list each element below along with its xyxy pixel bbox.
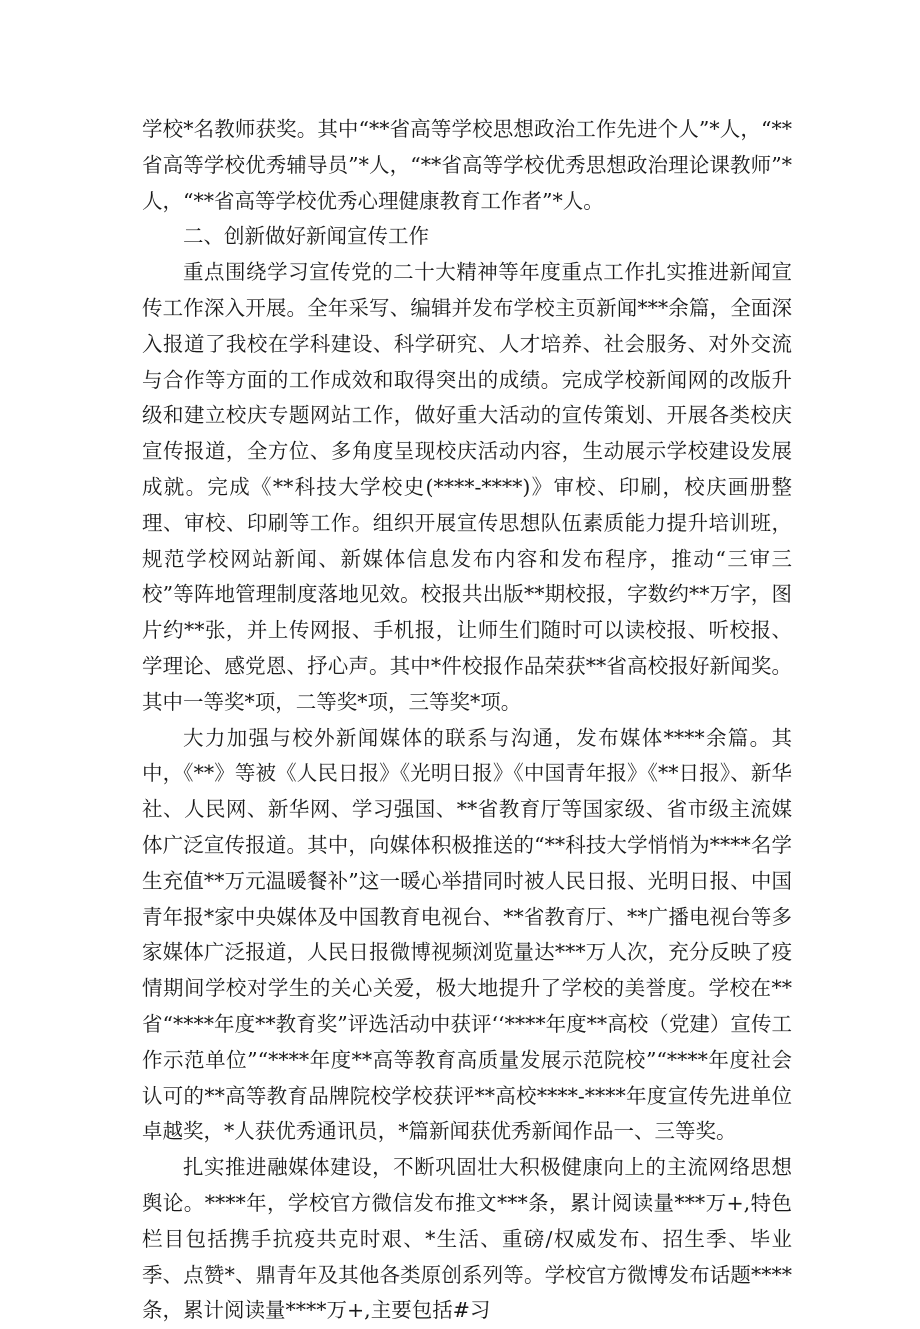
paragraph-news-work: 重点围绕学习宣传党的二十大精神等年度重点工作扎实推进新闻宣传工作深入开展。全年采写、编辑并发布学校主页新闻***余篇，全面深入报道了我校在学科建设、科学研究、人才培养、社会服务、对外交流与合作等方面的工作成效和取得突出的成绩。完成学校新闻网的改版升级和建立校庆专题网站工作，做好重大活动的宣传策划、开展各类校庆宣传报道，全方位、多角度呈现校庆活动内容，生动展示学校建设发展成就。完成《**科技大学校史(****-****)》审校、印刷，校庆画册整理、审校、印刷等工作。组织开展宣传思想队伍素质能力提升培训班，规范学校网站新闻、新媒体信息发布内容和发布程序，推动“三审三校”等阵地管理制度落地见效。校报共出版**期校报，字数约**万字，图片约**张，并上传网报、手机报，让师生们随时可以读校报、听校报、学理论、感党恩、抒心声。其中*件校报作品荣获**省高校报好新闻奖。其中一等奖*项，二等奖*项，三等奖*项。	[142, 260, 792, 714]
paragraph-award-summary: 学校*名教师获奖。其中“**省高等学校思想政治工作先进个人”*人，“**省高等学校优秀辅导员”*人，“**省高等学校优秀思想政治理论课教师”*人，“**省高等学校优秀心理健康教育工作者”*人。	[142, 117, 792, 213]
paragraph-external-media: 大力加强与校外新闻媒体的联系与沟通，发布媒体****余篇。其中，《**》等被《人民日报》《光明日报》《中国青年报》《**日报》、新华社、人民网、新华网、学习强国、**省教育厅等国家级、省市级主流媒体广泛宣传报道。其中，向媒体积极推送的“**科技大学悄悄为****名学生充值**万元温暖餐补”这一暖心举措同时被人民日报、光明日报、中国青年报*家中央媒体及中国教育电视台、**省教育厅、**广播电视台等多家媒体广泛报道，人民日报微博视频浏览量达***万人次，充分反映了疫情期间学校对学生的关心关爱，极大地提升了学校的美誉度。学校在**省“****年度**教育奖”评选活动中获评‘‘****年度**高校（党建）宣传工作示范单位”“****年度**高等教育高质量发展示范院校”“****年度社会认可的**高等教育品牌院校学校获评**高校****-****年度宣传先进单位卓越奖，*人获优秀通讯员，*篇新闻获优秀新闻作品一、三等奖。	[142, 725, 792, 1144]
document-body	[142, 112, 792, 1329]
section-heading-news-publicity: 二、创新做好新闻宣传工作	[183, 224, 429, 249]
paragraph-integrated-media: 扎实推进融媒体建设，不断巩固壮大积极健康向上的主流网络思想舆论。****年，学校官方微信发布推文***条，累计阅读量***万+,特色栏目包括携手抗疫共克时艰、*生活、重磅/权威发布、招生季、毕业季、点赞*、鼎青年及其他各类原创系列等。学校官方微博发布话题****条，累计阅读量****万+,主要包括#习	[142, 1155, 792, 1323]
